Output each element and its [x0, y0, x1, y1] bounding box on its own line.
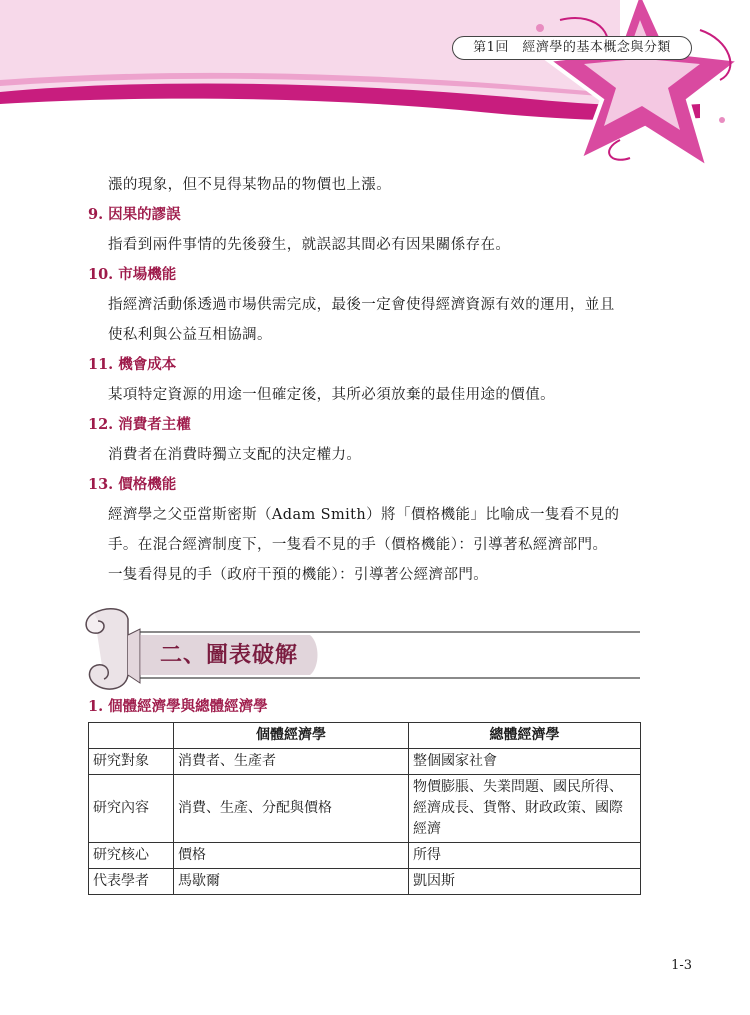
table-cell: 消費者、生產者: [174, 749, 409, 775]
body-text: [88, 170, 643, 590]
table-cell: 消費、生產、分配與價格: [174, 775, 409, 843]
table-header-cell: [89, 723, 174, 749]
section-title: 二、圖表破解: [160, 642, 299, 668]
term-heading: 12. 消費者主權: [88, 416, 191, 433]
header-decoration: [0, 0, 750, 170]
table-row: [89, 843, 641, 869]
table-cell: 馬歇爾: [174, 869, 409, 895]
table-cell: 價格: [174, 843, 409, 869]
table-cell: 物價膨脹、失業問題、國民所得、經濟成長、貨幣、財政政策、國際經濟: [409, 775, 641, 843]
table-header-row: [89, 723, 641, 749]
body-line: 一隻看得見的手（政府干預的機能）：引導著公經濟部門。: [108, 567, 489, 583]
term-heading: 9. 因果的謬誤: [88, 206, 181, 223]
table-row-label: 研究對象: [89, 749, 174, 775]
body-line: 消費者在消費時獨立支配的決定權力。: [108, 447, 362, 463]
table-cell: 所得: [409, 843, 641, 869]
body-line: 指經濟活動係透過市場供需完成，最後一定會使得經濟資源有效的運用，並且: [108, 297, 615, 313]
table-row-label: 研究內容: [89, 775, 174, 843]
table-header-cell: 個體經濟學: [174, 723, 409, 749]
table-row-label: 代表學者: [89, 869, 174, 895]
subsection-heading: 1. 個體經濟學與總體經濟學: [88, 698, 268, 715]
table-cell: 整個國家社會: [409, 749, 641, 775]
term-heading: 11. 機會成本: [88, 356, 177, 373]
table-row: [89, 749, 641, 775]
body-line: 手。在混合經濟制度下，一隻看不見的手（價格機能）：引導著私經濟部門。: [108, 537, 608, 553]
table-row: [89, 775, 641, 843]
term-heading: 13. 價格機能: [88, 476, 177, 493]
table-header-cell: 總體經濟學: [409, 723, 641, 749]
body-line: 指看到兩件事情的先後發生，就誤認其間必有因果關係存在。: [108, 237, 511, 253]
body-line: 經濟學之父亞當斯密斯（Adam Smith）將「價格機能」比喻成一隻看不見的: [108, 507, 620, 523]
chapter-tag: 第1回 經濟學的基本概念與分類: [452, 36, 692, 60]
body-line: 使私利與公益互相協調。: [108, 327, 272, 343]
comparison-table: [88, 722, 641, 895]
table-cell: 凱因斯: [409, 869, 641, 895]
table-row-label: 研究核心: [89, 843, 174, 869]
body-line: 某項特定資源的用途一但確定後，其所必須放棄的最佳用途的價值。: [108, 387, 555, 403]
body-line: 漲的現象，但不見得某物品的物價也上漲。: [108, 177, 392, 193]
table-row: [89, 869, 641, 895]
term-heading: 10. 市場機能: [88, 266, 177, 283]
page-number: 1-3: [671, 958, 692, 973]
